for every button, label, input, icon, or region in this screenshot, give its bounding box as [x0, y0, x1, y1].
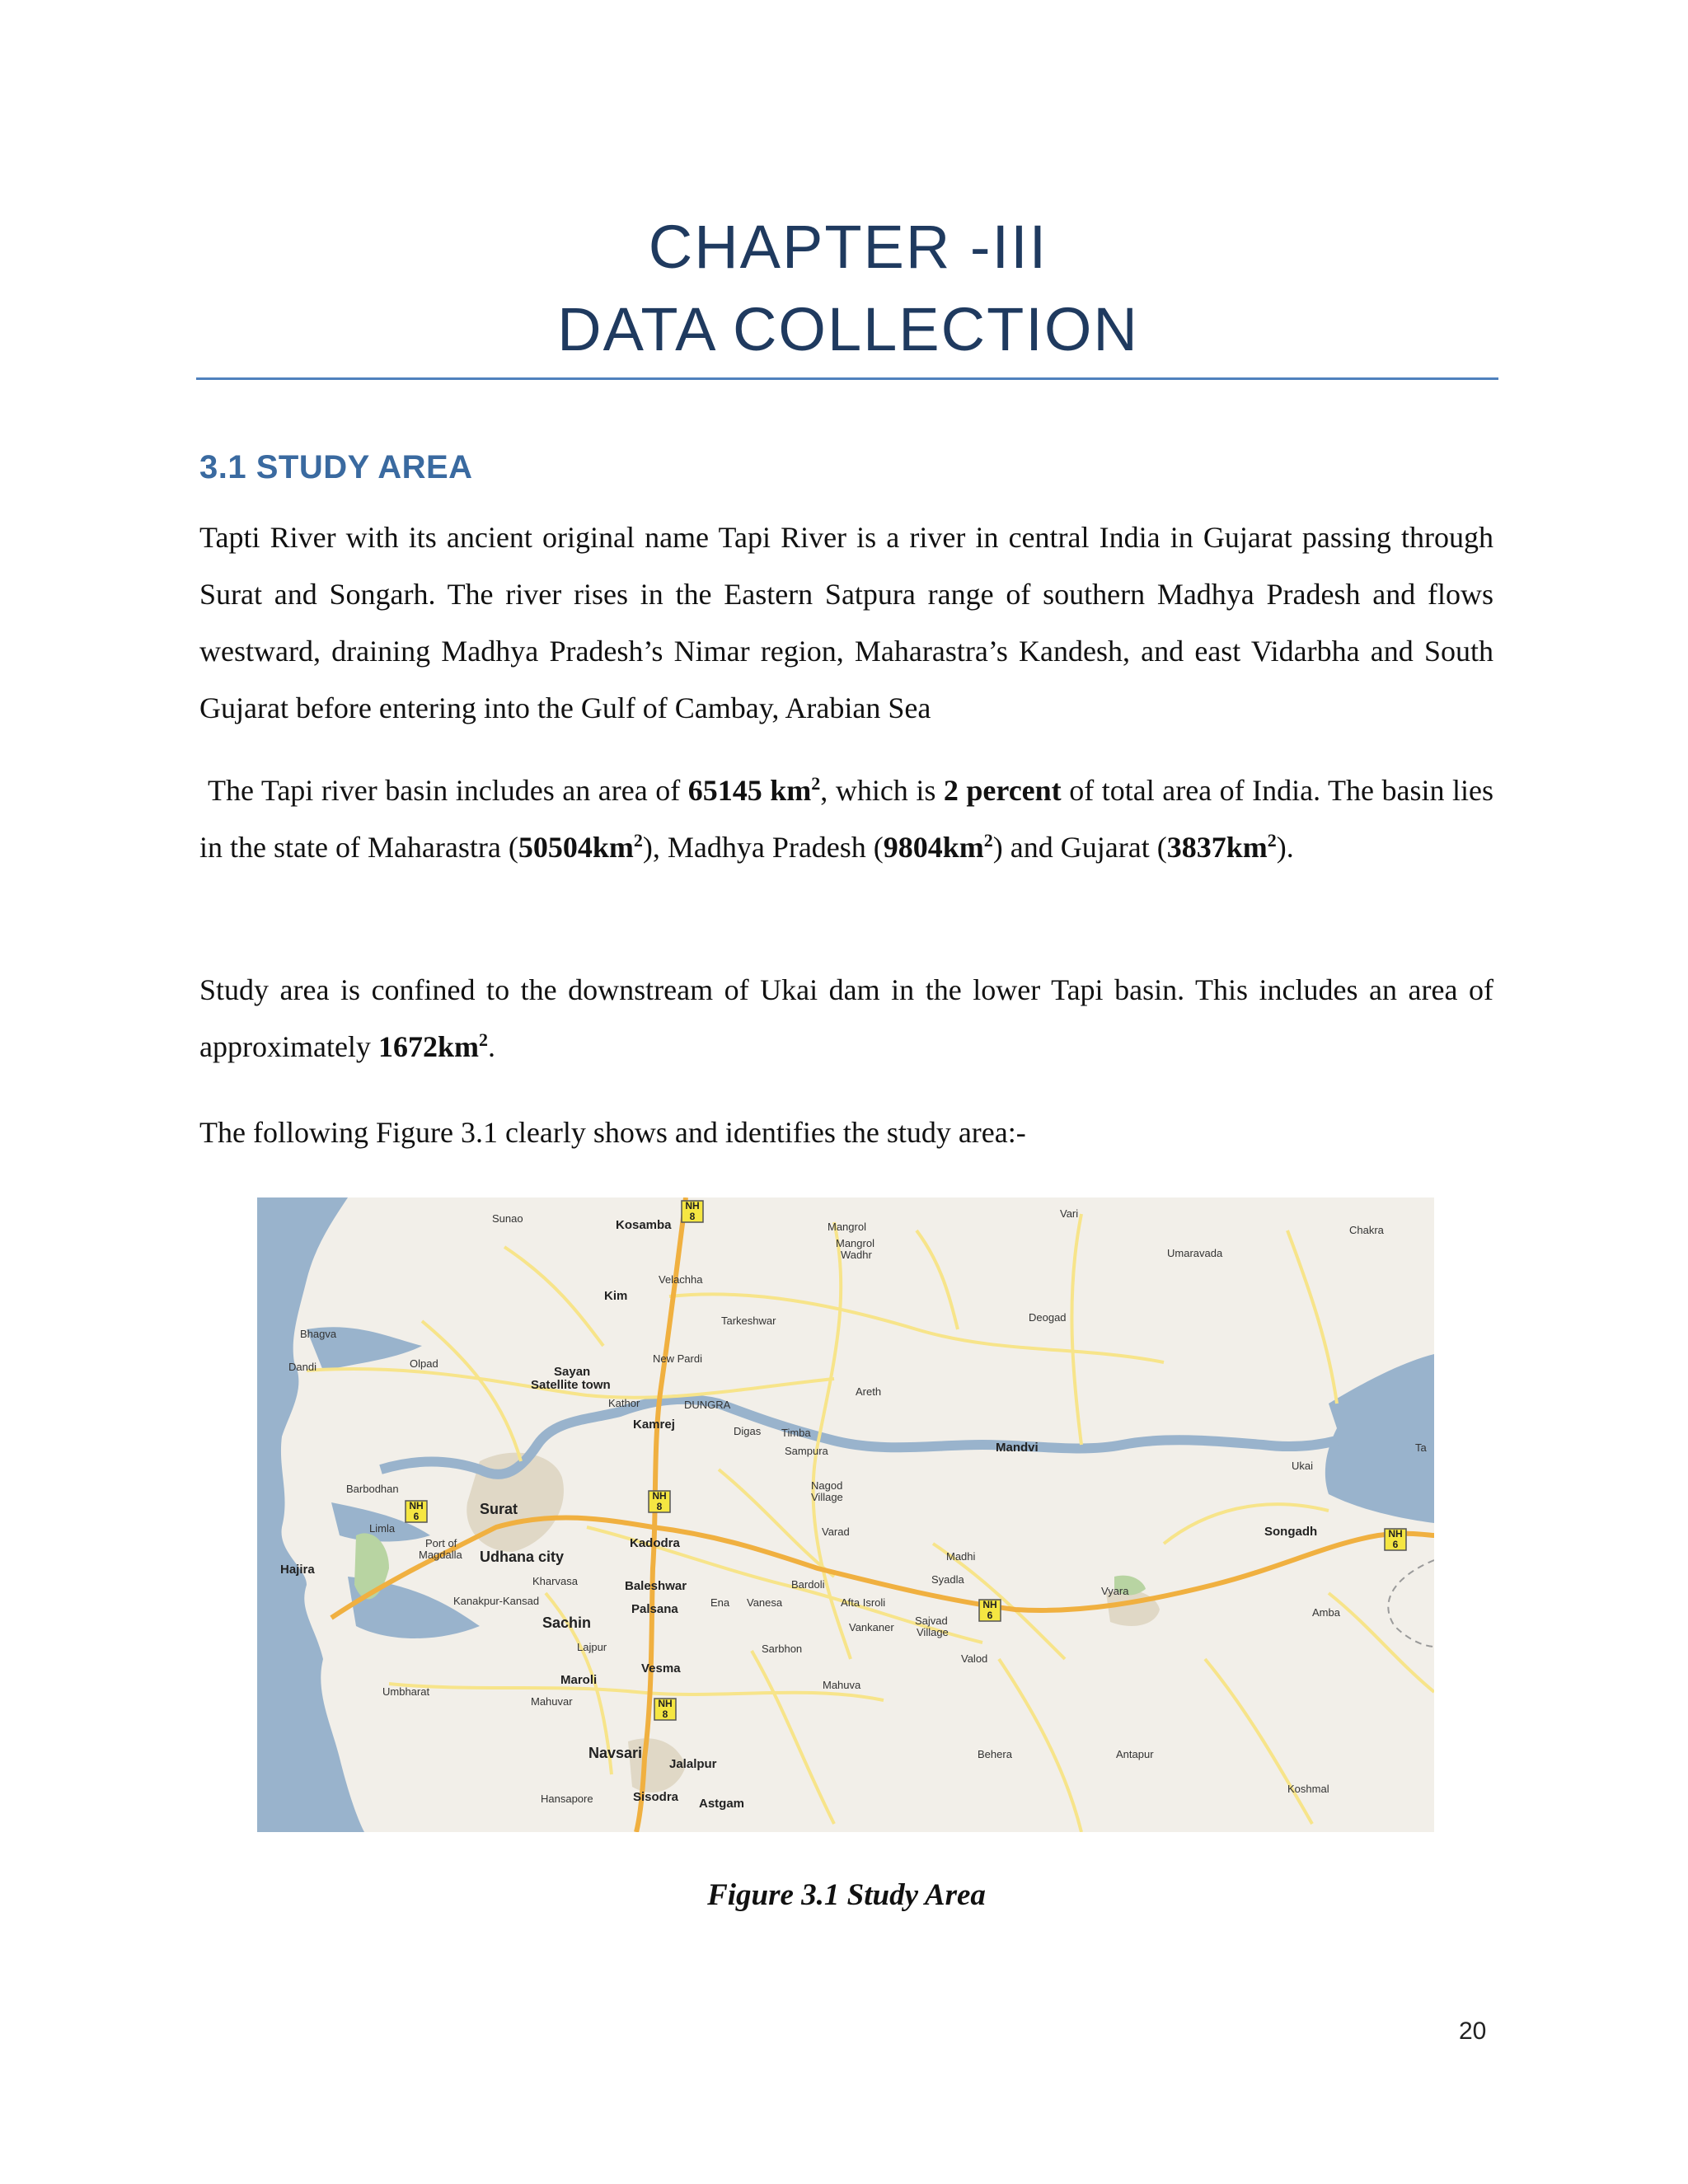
place-label: Umbharat — [382, 1685, 430, 1698]
place-label: Digas — [734, 1425, 762, 1437]
place-label: Village — [811, 1491, 843, 1503]
place-label: New Pardi — [653, 1352, 702, 1365]
place-label: Valod — [961, 1652, 988, 1665]
place-label: Udhana city — [480, 1549, 565, 1565]
basin-percent: 2 percent — [943, 774, 1062, 807]
place-label: Jalalpur — [669, 1757, 717, 1771]
place-label: Bhagva — [300, 1328, 337, 1340]
place-label: DUNGRA — [684, 1399, 731, 1411]
gujarat-area: 3837km — [1166, 831, 1268, 864]
place-label: Mangrol — [828, 1221, 866, 1233]
place-label: Behera — [978, 1748, 1012, 1760]
svg-text:6: 6 — [1392, 1539, 1399, 1550]
text: ). — [1276, 831, 1294, 864]
place-label: Amba — [1312, 1606, 1340, 1619]
place-label: Navsari — [588, 1745, 643, 1761]
place-label: Umaravada — [1167, 1247, 1223, 1259]
svg-text:8: 8 — [656, 1501, 663, 1512]
place-label: Kharvasa — [532, 1575, 578, 1587]
text: ), Madhya Pradesh ( — [642, 831, 884, 864]
place-label: Afta Isroli — [841, 1596, 886, 1609]
heading-rule — [196, 377, 1498, 380]
svg-text:8: 8 — [662, 1708, 668, 1720]
place-label: Tarkeshwar — [721, 1315, 776, 1327]
svg-text:NH: NH — [409, 1500, 424, 1511]
superscript: 2 — [1267, 830, 1277, 851]
place-label: Sarbhon — [762, 1643, 803, 1655]
svg-text:NH: NH — [658, 1698, 673, 1709]
place-label: Dandi — [288, 1361, 316, 1373]
nh6-shield — [979, 1599, 1001, 1621]
place-label: Kanakpur-Kansad — [453, 1595, 540, 1607]
study-area-map — [257, 1197, 1434, 1832]
text: , which is — [820, 774, 944, 807]
figure-caption: Figure 3.1 Study Area — [707, 1878, 986, 1912]
superscript: 2 — [811, 773, 821, 794]
place-label: Madhi — [946, 1550, 976, 1563]
place-label: Songadh — [1264, 1525, 1318, 1539]
place-label: Hansapore — [541, 1793, 593, 1805]
place-label: Mahuva — [823, 1679, 861, 1691]
chapter-number: CHAPTER -III — [648, 213, 1048, 281]
place-label: Nagod — [811, 1479, 843, 1492]
place-label: Kosamba — [616, 1218, 672, 1232]
place-label: Mandvi — [996, 1441, 1039, 1455]
place-label: Vanesa — [747, 1596, 783, 1609]
section-heading: 3.1 STUDY AREA — [199, 449, 473, 485]
superscript: 2 — [983, 830, 993, 851]
svg-text:NH: NH — [652, 1490, 667, 1502]
place-label: Vari — [1060, 1207, 1079, 1220]
place-label: Sayan — [554, 1365, 591, 1379]
svg-text:NH: NH — [685, 1200, 700, 1212]
maharastra-area: 50504km — [518, 831, 634, 864]
paragraph-1: Tapti River with its ancient original name Tapi River is a river in central India in Gujarat passing through Surat and Songarh. The river rises in the Eastern Satpura range of southern Madhya Pradesh and flows westward, draining Madhya Pradesh’s Nimar region, Maharastra’s Kandesh, and east Vidarbha and South Gujarat before entering into the Gulf of Cambay, Arabian Sea — [199, 521, 1493, 724]
svg-text:8: 8 — [689, 1211, 696, 1222]
place-label: Antapur — [1116, 1748, 1154, 1760]
paragraph-3 — [199, 962, 1493, 1076]
place-label: Wadhr — [841, 1249, 872, 1261]
map-svg — [257, 1197, 1434, 1832]
place-label: Chakra — [1349, 1224, 1384, 1236]
svg-text:6: 6 — [987, 1610, 993, 1621]
place-label: Sisodra — [633, 1790, 679, 1804]
place-label: Sampura — [785, 1445, 828, 1457]
map-land — [257, 1197, 1434, 1832]
text: The Tapi river basin includes an area of — [208, 774, 688, 807]
madhya-pradesh-area: 9804km — [883, 831, 984, 864]
place-label: Magdalla — [419, 1549, 462, 1561]
place-label: Koshmal — [1287, 1783, 1329, 1795]
place-label: Vankaner — [849, 1621, 894, 1633]
place-label: Olpad — [410, 1357, 438, 1370]
svg-text:6: 6 — [413, 1511, 420, 1522]
nh6-shield — [1385, 1528, 1406, 1550]
place-label: Timba — [781, 1427, 811, 1439]
place-label: Kim — [604, 1289, 628, 1303]
place-label: Areth — [856, 1385, 882, 1398]
place-label: Astgam — [699, 1797, 745, 1811]
basin-area: 65145 km — [687, 774, 812, 807]
place-label: Port of — [425, 1537, 457, 1549]
place-label: Kathor — [608, 1397, 640, 1409]
place-label: Limla — [369, 1522, 396, 1535]
place-label: Surat — [480, 1501, 518, 1517]
superscript: 2 — [633, 830, 643, 851]
place-label: Kamrej — [633, 1418, 675, 1432]
place-label: Varad — [822, 1526, 850, 1538]
place-label: Hajira — [280, 1563, 315, 1577]
page-number: 20 — [1459, 2018, 1487, 2045]
superscript: 2 — [478, 1029, 488, 1050]
nh8-shield — [654, 1698, 676, 1720]
nh8-shield — [682, 1200, 703, 1222]
place-label: Lajpur — [577, 1641, 607, 1653]
place-label: Kadodra — [630, 1536, 680, 1550]
place-label: Sunao — [492, 1212, 523, 1225]
text: ) and Gujarat ( — [992, 831, 1167, 864]
place-label: Village — [917, 1626, 949, 1638]
place-label: Sajvad — [915, 1615, 948, 1627]
text: Study area is confined to the downstream of Ukai dam in the lower Tapi basin. This includes an area of approximately — [199, 973, 1493, 1063]
nh6-shield — [406, 1500, 427, 1522]
place-label: Maroli — [560, 1673, 598, 1687]
place-label: Mahuvar — [531, 1695, 573, 1708]
svg-text:NH: NH — [1388, 1528, 1403, 1540]
text: of total area of India. The basin lies in the state of Maharastra ( — [199, 774, 1494, 864]
place-label: Syadla — [931, 1573, 964, 1586]
paragraph-2 — [199, 762, 1493, 876]
place-label: Bardoli — [791, 1578, 825, 1591]
place-label: Barbodhan — [346, 1483, 399, 1495]
place-label: Vesma — [641, 1661, 681, 1675]
place-label: Ukai — [1292, 1460, 1314, 1472]
chapter-title: DATA COLLECTION — [557, 295, 1139, 363]
place-label: Deogad — [1029, 1311, 1067, 1324]
study-area-size: 1672km — [377, 1030, 479, 1063]
place-label: Ta — [1415, 1441, 1427, 1454]
place-label: Baleshwar — [625, 1579, 687, 1593]
place-label: Velachha — [659, 1273, 703, 1286]
paragraph-4: The following Figure 3.1 clearly shows and identifies the study area:- — [199, 1116, 1026, 1149]
place-label: Satellite town — [531, 1378, 611, 1392]
svg-text:NH: NH — [982, 1599, 997, 1610]
place-label: Sachin — [542, 1615, 592, 1631]
text: . — [487, 1030, 495, 1063]
place-label: Vyara — [1101, 1585, 1129, 1597]
place-label: Palsana — [631, 1602, 678, 1616]
place-label: Ena — [710, 1596, 730, 1609]
nh8-shield — [649, 1490, 670, 1512]
place-label: Mangrol — [836, 1237, 874, 1249]
